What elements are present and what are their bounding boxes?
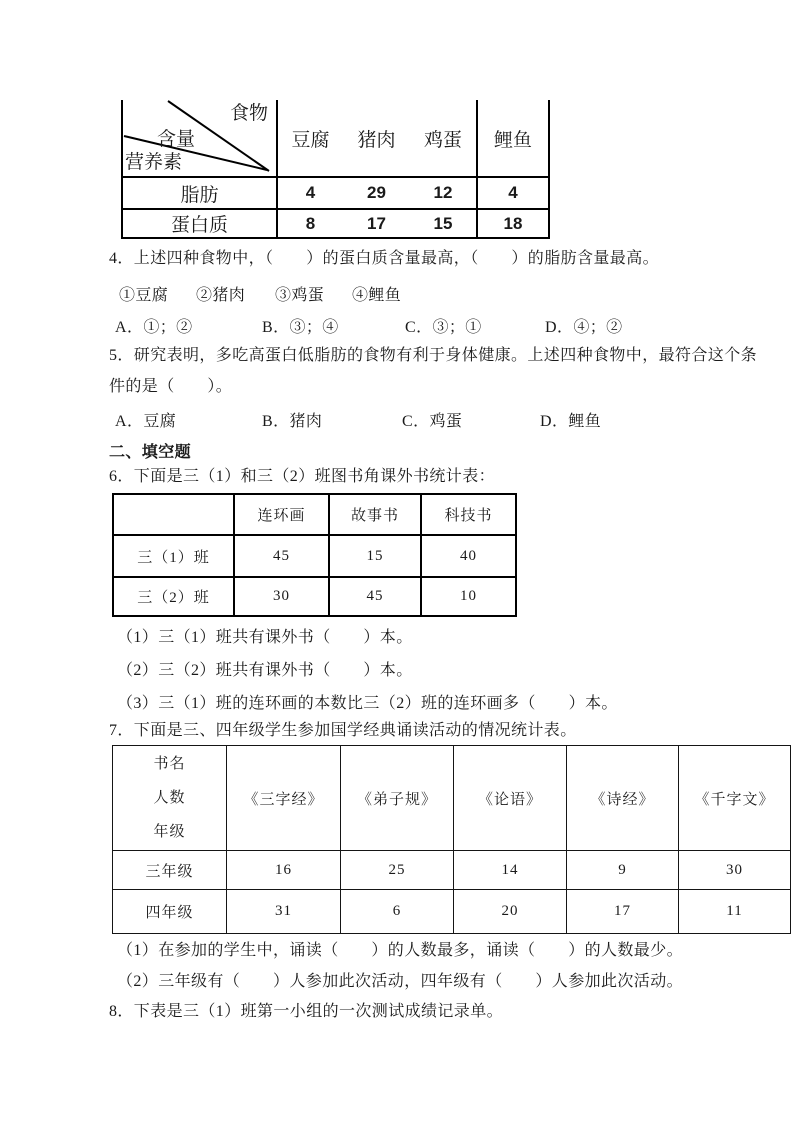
value-cell: 29 — [343, 177, 410, 209]
value-cell: 40 — [421, 535, 516, 577]
value-cell: 17 — [343, 209, 410, 238]
q4-answer-a: A．①；② — [115, 319, 193, 336]
class-books-table — [112, 493, 517, 617]
row-label: 脂肪 — [122, 177, 277, 209]
value-cell: 4 — [477, 177, 549, 209]
column-header: 《千字文》 — [679, 746, 791, 851]
books-header-row — [113, 494, 516, 535]
row-label: 四年级 — [113, 890, 227, 934]
q5-answer-c: C．鸡蛋 — [402, 413, 463, 430]
q4-answer-c: C．③；① — [405, 319, 482, 336]
q6-sub-1: （1）三（1）班共有课外书（ ）本。 — [117, 629, 413, 646]
question-5-text-line1: 5．研究表明，多吃高蛋白低脂肪的食物有利于身体健康。上述四种食物中，最符合这个条 — [109, 347, 758, 364]
nutrition-header-row — [122, 100, 549, 177]
corner-label-grade: 年级 — [153, 824, 186, 840]
grade3-row — [113, 851, 791, 890]
value-cell: 31 — [227, 890, 341, 934]
nutrition-table — [121, 100, 550, 239]
grade4-row — [113, 890, 791, 934]
row-label: 三（1）班 — [113, 535, 234, 577]
corner-label-count: 人数 — [153, 790, 186, 806]
class1-row — [113, 535, 516, 577]
diagonal-header-cell — [122, 100, 277, 177]
fat-row — [122, 177, 549, 209]
value-cell: 17 — [567, 890, 679, 934]
protein-row — [122, 209, 549, 238]
question-8-intro: 8．下表是三（1）班第一小组的一次测试成绩记录单。 — [109, 1003, 504, 1020]
value-cell: 45 — [234, 535, 329, 577]
q7-sub-1: （1）在参加的学生中，诵读（ ）的人数最多，诵读（ ）的人数最少。 — [117, 942, 684, 959]
corner-label-book: 书名 — [153, 756, 186, 772]
question-7-intro: 7．下面是三、四年级学生参加国学经典诵读活动的情况统计表。 — [109, 722, 577, 739]
column-header: 《诗经》 — [567, 746, 679, 851]
column-header: 连环画 — [234, 494, 329, 535]
value-cell: 30 — [679, 851, 791, 890]
value-cell: 45 — [329, 577, 421, 616]
value-cell: 25 — [341, 851, 454, 890]
corner-label-amount: 含量 — [157, 129, 196, 150]
q5-answer-b: B．猪肉 — [262, 413, 323, 430]
section-2-title: 二、填空题 — [109, 444, 192, 461]
food-name-cell: 鲤鱼 — [477, 100, 549, 177]
q4-option-1: ①豆腐 — [119, 287, 169, 304]
row-label: 三年级 — [113, 851, 227, 890]
column-header: 故事书 — [329, 494, 421, 535]
value-cell: 10 — [421, 577, 516, 616]
stacked-corner-cell — [113, 746, 227, 851]
value-cell: 20 — [454, 890, 567, 934]
row-label: 三（2）班 — [113, 577, 234, 616]
q4-answer-d: D．④；② — [545, 319, 623, 336]
question-5-text-line2: 件的是（ ）。 — [109, 378, 233, 395]
q5-answer-d: D．鲤鱼 — [540, 413, 602, 430]
column-header: 科技书 — [421, 494, 516, 535]
value-cell: 15 — [329, 535, 421, 577]
value-cell: 30 — [234, 577, 329, 616]
corner-label-nutrient: 营养素 — [125, 152, 183, 173]
food-name-cell: 鸡蛋 — [410, 100, 477, 177]
q5-answer-a: A．豆腐 — [115, 413, 177, 430]
value-cell: 14 — [454, 851, 567, 890]
column-header: 《论语》 — [454, 746, 567, 851]
class2-row — [113, 577, 516, 616]
question-4-text: 4．上述四种食物中，（ ）的蛋白质含量最高，（ ）的脂肪含量最高。 — [109, 250, 660, 267]
question-6-intro: 6．下面是三（1）和三（2）班图书角课外书统计表： — [109, 468, 496, 485]
reading-header-row — [113, 746, 791, 851]
empty-corner-cell — [113, 494, 234, 535]
row-label: 蛋白质 — [122, 209, 277, 238]
reading-activity-table — [112, 745, 791, 934]
food-name-cell: 豆腐 — [277, 100, 343, 177]
column-header: 《三字经》 — [227, 746, 341, 851]
value-cell: 6 — [341, 890, 454, 934]
q4-option-3: ③鸡蛋 — [275, 287, 325, 304]
q6-sub-2: （2）三（2）班共有课外书（ ）本。 — [117, 662, 413, 679]
q6-sub-3: （3）三（1）班的连环画的本数比三（2）班的连环画多（ ）本。 — [117, 695, 618, 712]
q4-answer-b: B．③；④ — [262, 319, 339, 336]
q7-sub-2: （2）三年级有（ ）人参加此次活动，四年级有（ ）人参加此次活动。 — [117, 973, 684, 990]
food-name-cell: 猪肉 — [343, 100, 410, 177]
value-cell: 8 — [277, 209, 343, 238]
q4-option-2: ②猪肉 — [196, 287, 246, 304]
value-cell: 18 — [477, 209, 549, 238]
corner-label-food: 食物 — [229, 103, 268, 124]
q4-option-4: ④鲤鱼 — [352, 287, 402, 304]
value-cell: 16 — [227, 851, 341, 890]
value-cell: 9 — [567, 851, 679, 890]
value-cell: 4 — [277, 177, 343, 209]
value-cell: 11 — [679, 890, 791, 934]
value-cell: 15 — [410, 209, 477, 238]
value-cell: 12 — [410, 177, 477, 209]
column-header: 《弟子规》 — [341, 746, 454, 851]
